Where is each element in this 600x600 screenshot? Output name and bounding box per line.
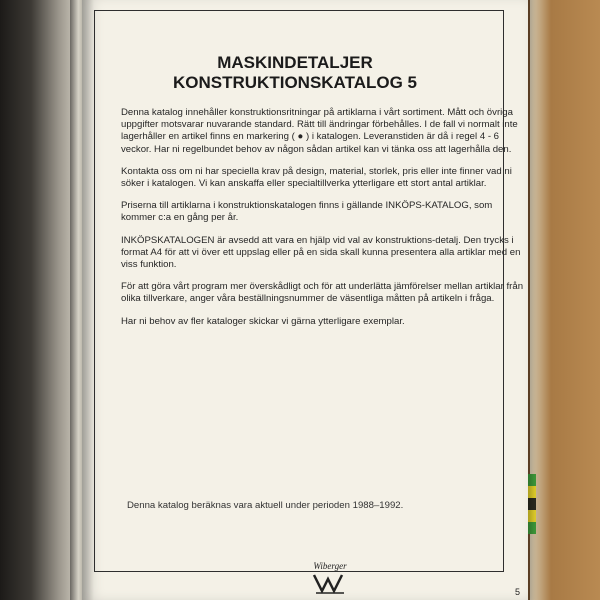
paragraph-4: INKÖPSKATALOGEN är avsedd att vara en hjälp vid val av konstruktions-detalj. Den trycks i format A4 för att vi över ett uppslag eller på en sida skall kunna presentera alla artiklar med en viss funktion.	[121, 234, 521, 271]
catalog-page	[82, 0, 528, 600]
logo-mark-icon	[312, 571, 348, 595]
table-surface	[530, 0, 600, 600]
paragraph-6: Har ni behov av fler kataloger skickar vi gärna ytterligare exemplar.	[121, 315, 405, 327]
paragraph-3: Priserna till artiklarna i konstruktionskatalogen finns i gällande INKÖPS-KATALOG, som kommer c:a en gång per år.	[121, 200, 493, 224]
page-title	[95, 53, 495, 93]
validity-note: Denna katalog beräknas vara aktuell under perioden 1988–1992.	[127, 500, 404, 511]
left-page-stack	[0, 0, 78, 600]
gutter-shadow	[82, 0, 94, 600]
page-border-frame	[94, 10, 524, 597]
title-line-2: KONSTRUKTIONSKATALOG 5	[173, 73, 417, 92]
paragraph-2: Kontakta oss om ni har speciella krav på design, material, storlek, pris eller inte finner vad ni söker i katalogen. Vi kan anskaffa eller specialtillverka ytterligare ett stort antal artiklar.	[121, 165, 512, 190]
title-line-1: MASKINDETALJER	[217, 53, 373, 72]
logo-wordmark: Wiberger	[313, 561, 347, 571]
paragraph-1: Denna katalog innehåller konstruktionsritningar på artiklarna i vårt sortiment. Mått och övriga uppgifter motsvarar nuvarande standard. Rätt till ändringar förbehålles. I de fall vi normalt inte lagerhåller en artikel finns en markering ( ● ) i katalogen. Leveranstiden är då i regel 4 - 6 veckor. Har ni regelbundet behov av någon sådan artikel kan vi tänka oss att lagerhålla den.	[121, 107, 518, 155]
page-number: 5	[515, 587, 521, 597]
paragraph-5: För att göra vårt program mer överskådligt och för att underlätta jämförelser mellan artiklar från olika tillverkare, anger våra beställningsnummer de väsentliga måtten på artikeln i fråga.	[121, 281, 524, 305]
intro-body	[121, 107, 525, 338]
wiberger-logo	[300, 561, 360, 597]
